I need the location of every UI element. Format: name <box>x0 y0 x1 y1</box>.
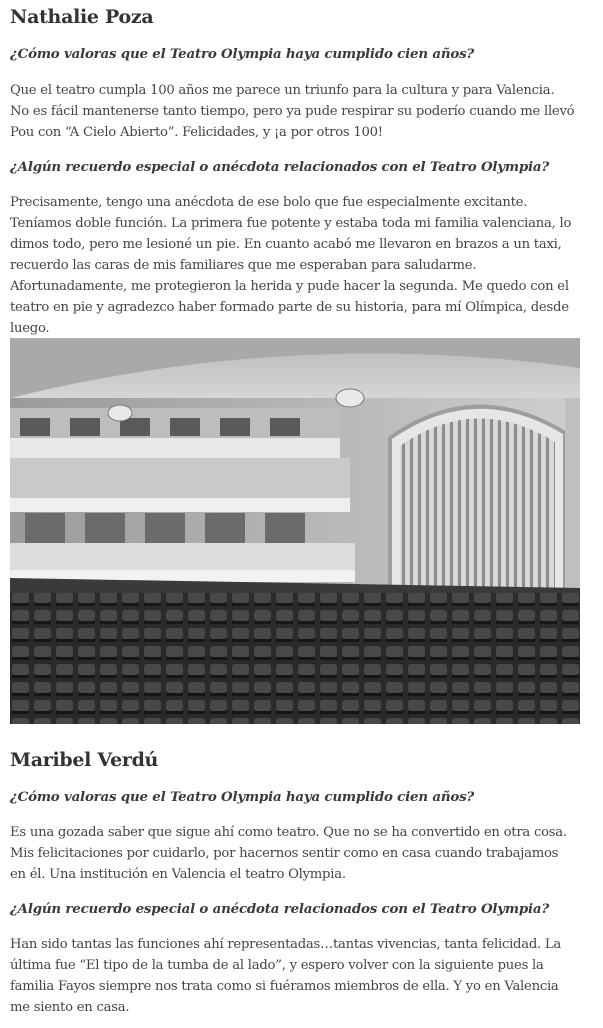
question-heading: ¿Cómo valoras que el Teatro Olympia haya cumplido cien años? <box>10 46 475 62</box>
answer-paragraph: Que el teatro cumpla 100 años me parece un triunfo para la cultura y para Valencia. No es fácil mantenerse tanto tiempo, pero ya pude respirar su poderío cuando me llevó Pou con “A Cielo Abierto”. Felicidades, y ¡a por otros 100! <box>10 83 575 140</box>
question-heading: ¿Algún recuerdo especial o anécdota relacionados con el Teatro Olympia? <box>10 901 550 917</box>
theater-interior-photo <box>10 338 580 724</box>
answer-paragraph: Han sido tantas las funciones ahí representadas…tantas vivencias, tanta felicidad. La última fue “El tipo de la tumba de al lado”, y espero volver con la siguiente pues la familia Fayos siempre nos trata como si fuéramos miembros de ella. Y yo en Valencia me siento en casa. <box>10 937 562 1015</box>
interviewee-name: Nathalie Poza <box>10 6 154 28</box>
question-heading: ¿Algún recuerdo especial o anécdota relacionados con el Teatro Olympia? <box>10 159 550 175</box>
answer-paragraph: Es una gozada saber que sigue ahí como teatro. Que no se ha convertido en otra cosa. Mis felicitaciones por cuidarlo, por hacernos sentir como en casa cuando trabajamos en él. Una institución en Valencia el teatro Olympia. <box>10 825 567 882</box>
answer-paragraph: Precisamente, tengo una anécdota de ese bolo que fue especialmente excitante. Teníamos doble función. La primera fue potente y estaba toda mi familia valenciana, lo dimos todo, pero me lesioné un pie. En cuanto acabó me llevaron en brazos a un taxi, recuerdo las caras de mis familiares que me esperaban para saludarme. Afortunadamente, me protegieron la herida y pude hacer la segunda. Me quedo con el teatro en pie y agradezco haber formado parte de su historia, para mí Olímpica, desde luego. <box>10 195 572 336</box>
interviewee-name: Maribel Verdú <box>10 749 159 771</box>
theater-interior-illustration <box>10 338 580 724</box>
question-heading: ¿Cómo valoras que el Teatro Olympia haya cumplido cien años? <box>10 789 475 805</box>
